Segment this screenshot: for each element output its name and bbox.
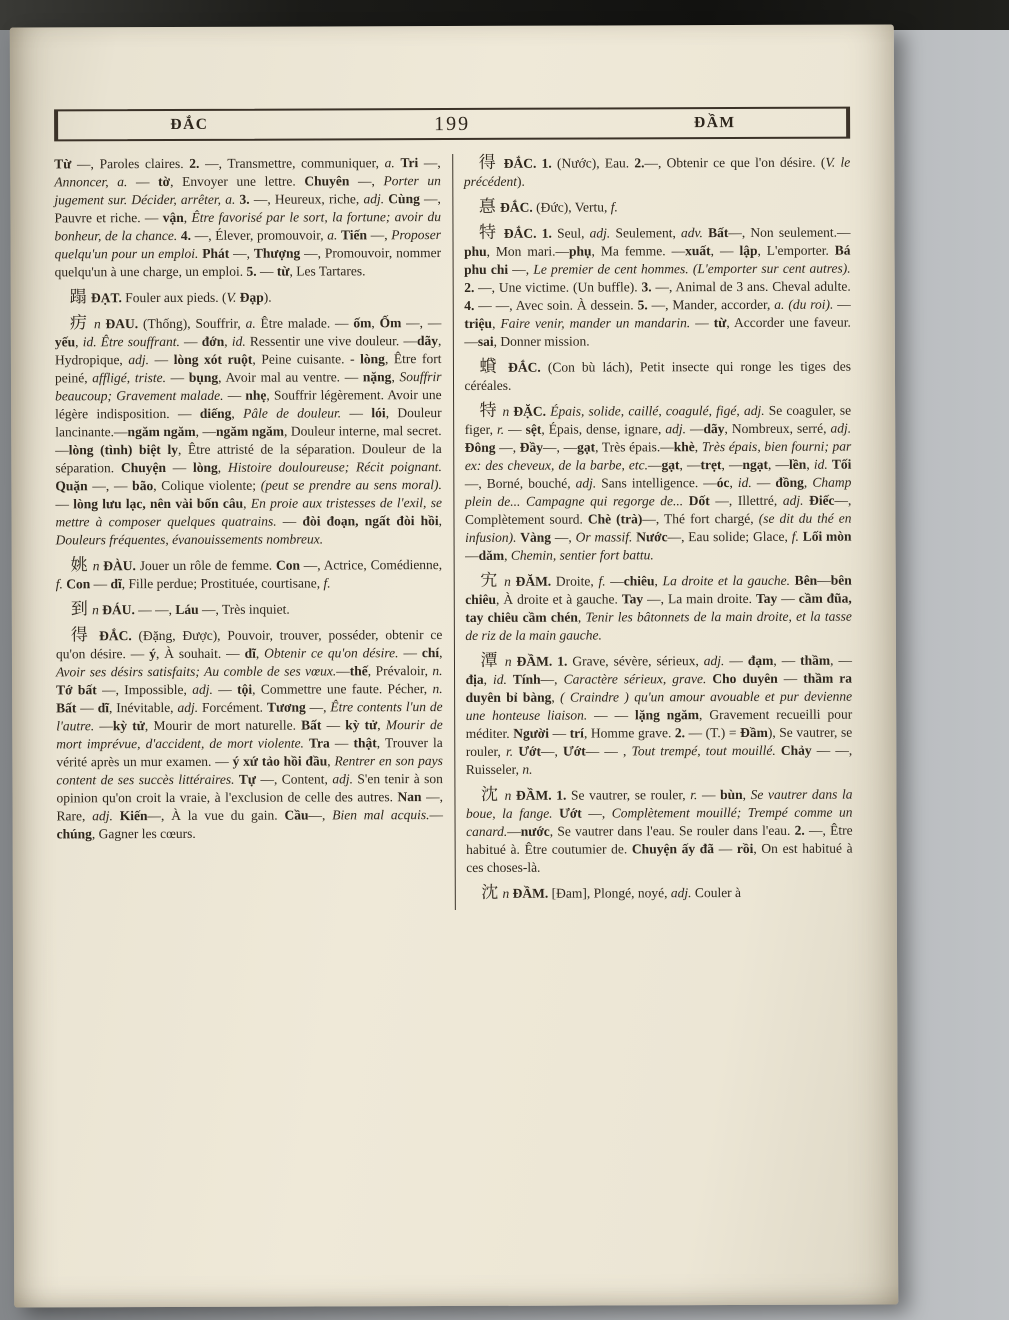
header-right-word: ĐẦM	[693, 114, 736, 132]
dictionary-entry: Từ —, Paroles claires. 2. —, Transmettre, communiquer, a. Tri —, Annoncer, a. — tờ, Envoyer une lettre. Chuyên —, Porter un jugement sur. Décider, arrêter, a. 3. —, Heureux, riche, adj. Cùng —, Pauvre et riche. — vận, Être favorisé par le sort, la fortune; avoir du bonheur, de la chance. 4. —, Élever, promouvoir, a. Tiến —, Proposer quelqu'un pour un emploi. Phát —, Thượng —, Promouvoir, nommer quelqu'un à une charge, un emploi. 5. — từ, Les Tartares.	[54, 155, 442, 280]
dictionary-entry: 特 n ĐẶC. Épais, solide, caillé, coagulé, figé, adj. Se coaguler, se figer, r. — sệt, Épais, dense, ignare, adj. —dãy, Nombreux, serré, adj. Đông —, Đầy—, —gạt, Très épais.—khè, Très épais, bien fourni; par ex: des cheveux, de la barbe, etc.—gạt, —trẹt, —ngạt, —lền, id. Tối—, Borné, bouché, adj. Sans intelligence. —óc, id. — đồng, Champ plein de... Campagne qui regorge de... Dốt —, Illettré, adj. Điếc—, Complètement sourd. Chè (trà)—, Thé fort chargé, (se dit du thé en infusion). Vàng —, Or massif. Nước—, Eau solide; Glace, f. Lối mòn—dăm, Chemin, sentier fort battu.	[464, 400, 852, 563]
running-head	[54, 107, 850, 142]
text-columns	[54, 153, 853, 912]
dictionary-entry: 特 ĐẮC. 1. Seul, adj. Seulement, adv. Bất—, Non seulement.—phu, Mon mari.—phụ, Ma femme. —xuất, — lập, L'emporter. Bá phu chi —, Le premier de cent hommes. (L'emporter sur cent autres). 2. —, Une victime. (Un buffle). 3. —, Animal de 3 ans. Cheval adulte. 4. — —, Avec soin. À dessein. 5. —, Mander, accorder, a. (du roi). —triệu, Faire venir, mander un mandarin. — từ, Accorder une faveur. —sai, Donner mission.	[464, 222, 851, 349]
dictionary-page	[10, 24, 898, 1307]
dictionary-entry: 沈 n ĐẦM. 1. Se vautrer, se rouler, r. — bùn, Se vautrer dans la boue, la fange. Ướt —, Complètement mouillé; Trempé comme un canard.—nước, Se vautrer dans l'eau. Se rouler dans l'eau. 2. —, Être habitué à. Être coutumier de. Chuyện ấy đã — rồi, On est habitué à ces choses-là.	[465, 784, 853, 875]
dictionary-entry: 姚 n ĐÀU. Jouer un rôle de femme. Con —, Actrice, Comédienne, f. Con — dĩ, Fille perdue; Prostituée, courtisane, f.	[55, 555, 443, 592]
dictionary-entry: 沈 n ĐẦM. [Đam], Plongé, noyé, adj. Couler à	[481, 882, 742, 902]
right-column	[452, 153, 853, 910]
page-number: 199	[434, 112, 471, 136]
dictionary-entry: 疠 n ĐAU. (Thống), Souffrir, a. Être malade. — ốm, Ốm —, — yếu, id. Être souffrant. — đớn, id. Ressentir une vive douleur. —dãy, Hydropique, adj. — lòng xót ruột, Peine cuisante. - lòng, Être fort peiné, affligé, triste. — bụng, Avoir mal au ventre. — nặng, Souffrir beaucoup; Gravement malade. — nhẹ, Souffrir légèrement. Avoir une légère indisposition. — diếng, Pâle de douleur. — lói, Douleur lancinante.—ngăm ngăm, —ngăm ngăm, Douleur interne, mal secret.—lòng (tình) biệt ly, Être attristé de la séparation. Douleur de la séparation. Chuyện — lòng, Histoire douloureuse; Récit poignant. Quặn —, — bão, Colique violente; (peut se prendre au sens moral). — lòng lưu lạc, nên vài bốn câu, En proie aux tristesses de l'exil, se mettre à composer quelques quatrains. — đòi đoạn, ngất đòi hồi, Douleurs fréquentes, évanouissements nombreux.	[54, 313, 443, 548]
dictionary-entry: 潭 n ĐẦM. 1. Grave, sévère, sérieux, adj. — đạm, — thầm, —địa, id. Tính—, Caractère sérieux, grave. Cho duyên — thầm ra duyên bỉ bàng, ( Craindre ) qu'un amour avouable et pur devienne une honteuse liaison. — — lặng ngăm, Gravement recueilli pour méditer. Người — trí, Homme grave. 2. — (T.) = Đầm), Se vautrer, se rouler, r. Ướt—, Ướt— — , Tout trempé, tout mouillé. Chảy — —, Ruisseler, n.	[465, 650, 853, 777]
dictionary-entry: 得 ĐẮC. (Đặng, Được), Pouvoir, trouver, posséder, obtenir ce qu'on désire. — ý, À souhait. — dĩ, Obtenir ce qu'on désire. — chí, Avoir ses désirs satisfaits; Au comble de ses vœux.—thế, Prévaloir, n. Tớ bất —, Impossible, adj. — tội, Commettre une faute. Pécher, n. Bất — dĩ, Inévitable, adj. Forcément. Tương —, Être contents l'un de l'autre. —kỳ tử, Mourir de mort naturelle. Bất — kỳ tử, Mourir de mort imprévue, d'accident, de mort violente. Tra — thật, Trouver la vérité après un mur examen. — ý xứ tảo hồi đầu, Rentrer en son pays content de ses succès littéraires. Tự —, Content, adj. S'en tenir à son opinion qu'on croit la vraie, à l'exclusion de celle des autres. Nan —, Rare, adj. Kiến—, À la vue du gain. Cầu—, Bien mal acquis.—chúng, Gagner les cœurs.	[55, 625, 444, 842]
left-column	[54, 154, 454, 911]
dictionary-entry: 蹋 ĐẠT. Fouler aux pieds. (V. Đạp).	[69, 287, 272, 307]
header-left-word: ĐẮC	[170, 115, 209, 133]
dictionary-entry: 得 ĐẮC. 1. (Nước), Eau. 2.—, Obtenir ce que l'on désire. (V. le précédent).	[463, 152, 851, 189]
dictionary-entry: 蟘 ĐẮC. (Con bù lách), Petit insecte qui ronge les tiges des céréales.	[464, 356, 851, 393]
dictionary-entry: 到 n ĐÁU. — —, Láu —, Très inquiet.	[70, 599, 290, 619]
dictionary-entry: 宄 n ĐĂM. Droite, f. —chiêu, La droite et la gauche. Bên—bên chiêu, À droite et à gauche. Tay —, La main droite. Tay — cầm đũa, tay chiêu cầm chén, Tenir les bâtonnets de la main droite, et la tasse de riz de la main gauche.	[465, 570, 852, 643]
dictionary-entry: 惪 ĐẮC. (Đức), Vertu, f.	[478, 196, 618, 216]
